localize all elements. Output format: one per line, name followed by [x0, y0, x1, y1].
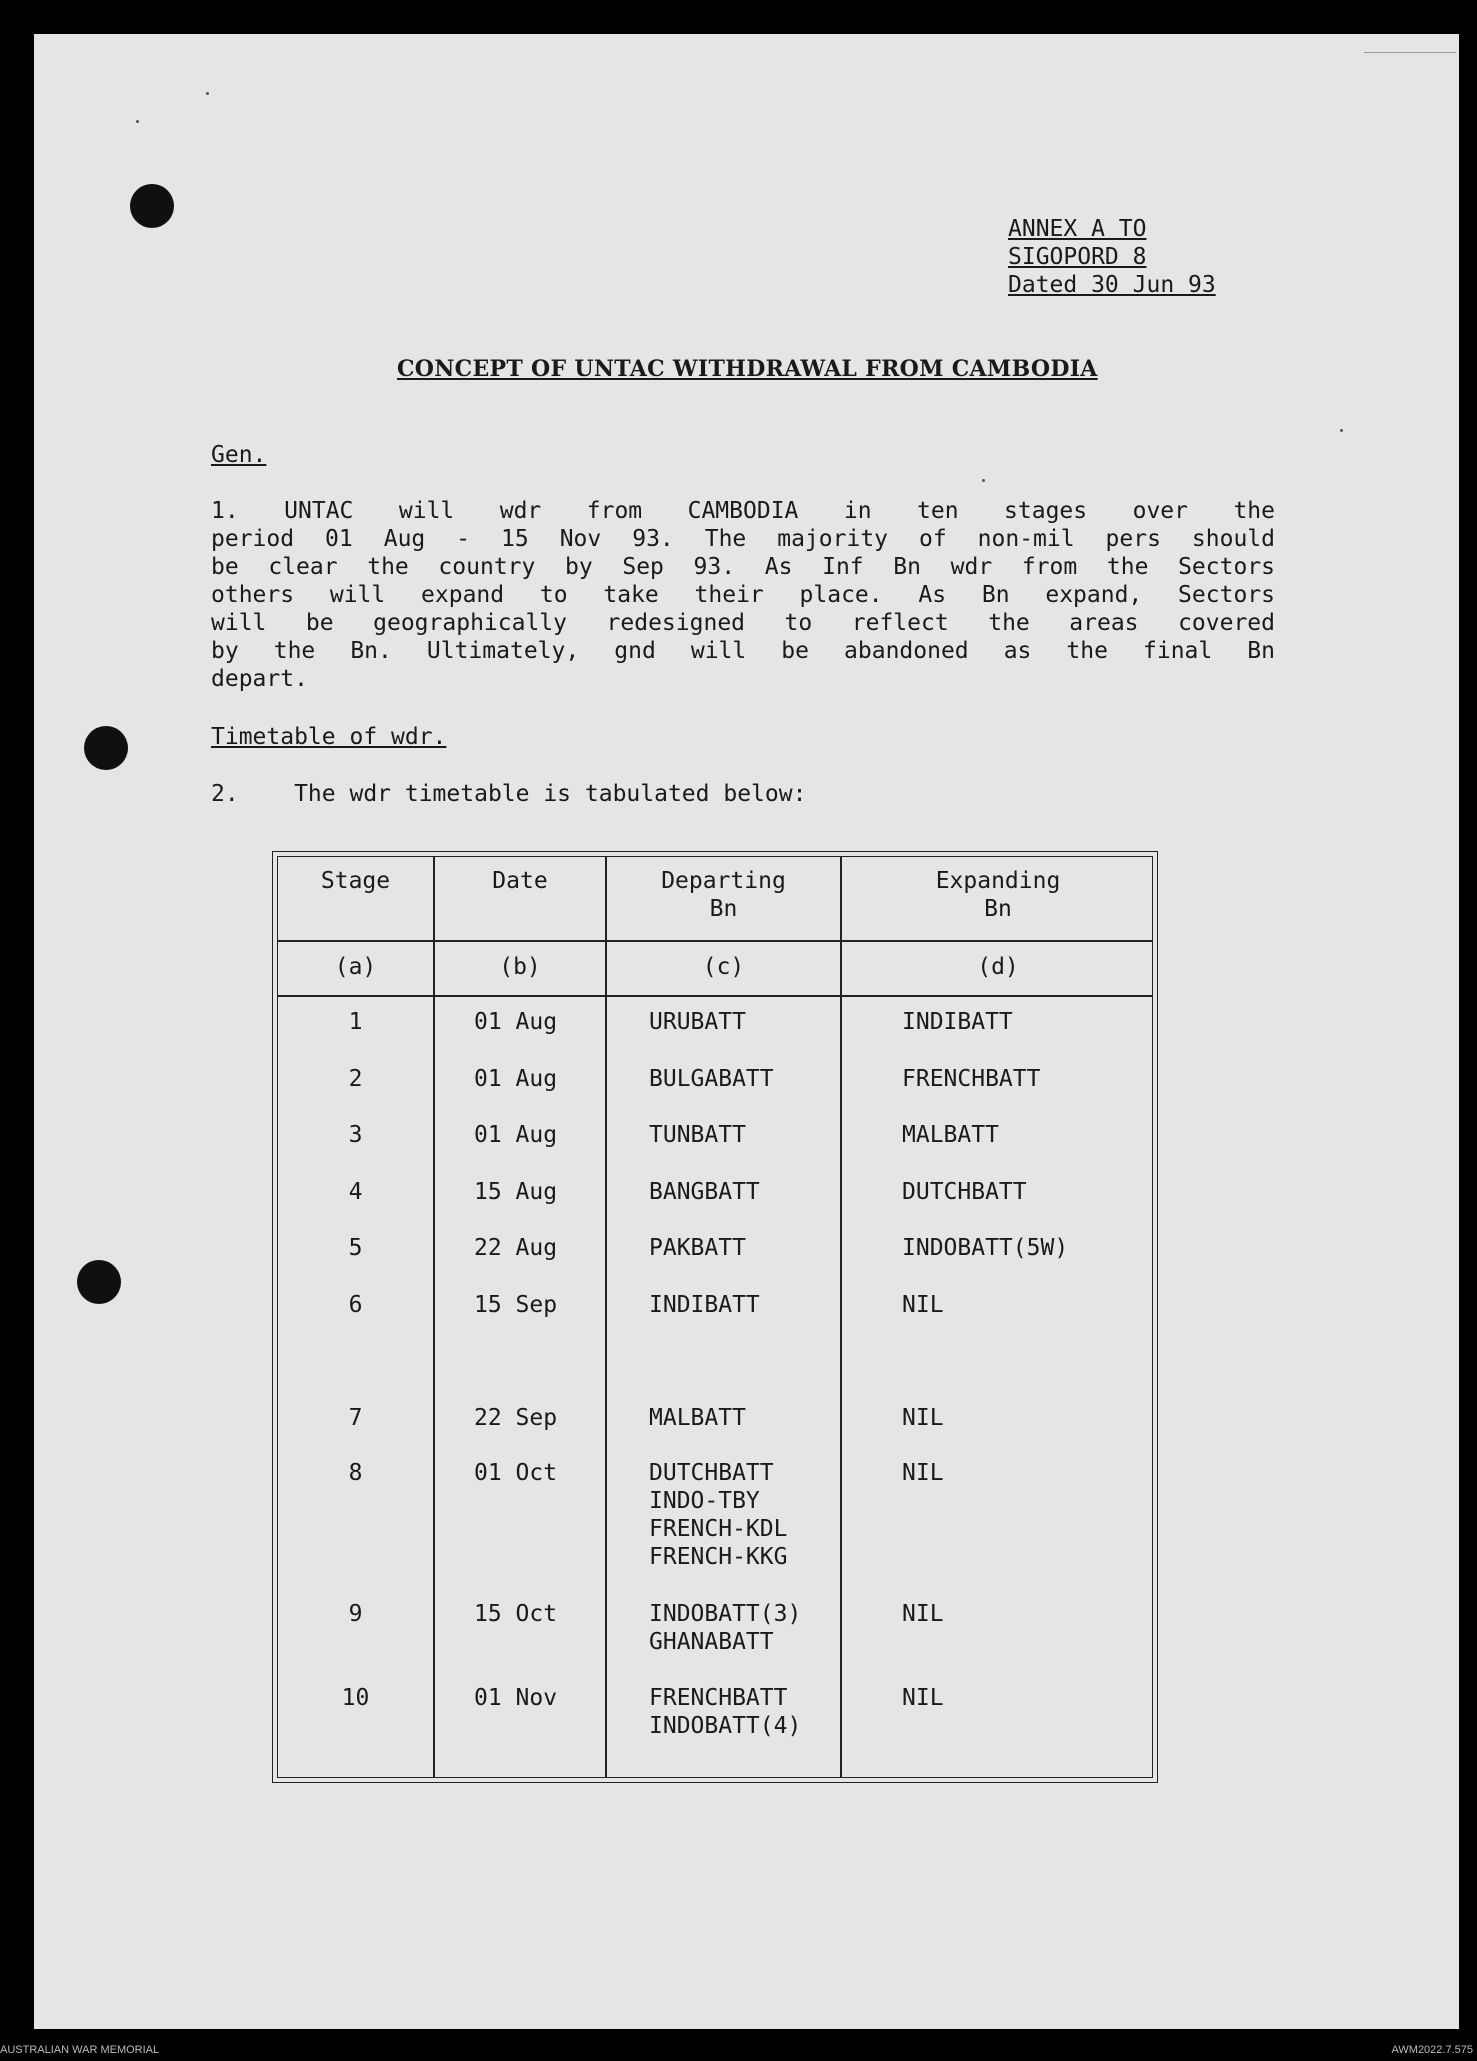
- expanding-cell: MALBATT: [902, 1122, 999, 1148]
- speck: [982, 479, 985, 482]
- expanding-cell: NIL: [902, 1405, 944, 1431]
- annex-line-2: SIGOPORD 8: [1008, 244, 1147, 270]
- speck: [136, 120, 139, 123]
- expanding-cell: FRENCHBATT: [902, 1066, 1041, 1092]
- paragraph-1-line: others will expand to take their place. As Bn expand, Sectors: [211, 582, 1275, 608]
- date-cell: 01 Aug: [474, 1066, 558, 1092]
- departing-cell: INDOBATT(3) GHANABATT: [649, 1601, 802, 1655]
- document-page: [34, 34, 1459, 2029]
- top-edge-line: [1364, 52, 1456, 53]
- punch-hole-top: [130, 184, 174, 228]
- paragraph-1-line: be clear the country by Sep 93. As Inf Bn wdr from the Sectors: [211, 554, 1275, 580]
- speck: [1340, 429, 1343, 432]
- expanding-cell: NIL: [902, 1460, 944, 1486]
- document-title: CONCEPT OF UNTAC WITHDRAWAL FROM CAMBODIA: [397, 356, 1098, 382]
- header-departing: Departing Bn: [661, 868, 786, 922]
- date-cell: 22 Sep: [474, 1405, 558, 1431]
- letter-b: (b): [499, 954, 541, 980]
- table-inner-border: [277, 856, 1153, 1778]
- paragraph-1-line: 1. UNTAC will wdr from CAMBODIA in ten stages over the: [211, 498, 1275, 524]
- date-cell: 15 Sep: [474, 1292, 558, 1318]
- stage-cell: 4: [348, 1179, 363, 1205]
- paragraph-1-line: by the Bn. Ultimately, gnd will be abandoned as the final Bn: [211, 638, 1275, 664]
- footer-archive-id: AWM2022.7.575: [1391, 2044, 1473, 2056]
- header-expanding: Expanding Bn: [935, 868, 1061, 922]
- date-cell: 15 Aug: [474, 1179, 558, 1205]
- letter-d: (d): [977, 954, 1019, 980]
- expanding-cell: INDIBATT: [902, 1009, 1013, 1035]
- departing-cell: PAKBATT: [649, 1235, 746, 1261]
- stage-cell: 8: [348, 1460, 363, 1486]
- departing-cell: URUBATT: [649, 1009, 746, 1035]
- stage-cell: 5: [348, 1235, 363, 1261]
- expanding-cell: NIL: [902, 1601, 944, 1627]
- departing-cell: TUNBATT: [649, 1122, 746, 1148]
- stage-cell: 3: [348, 1122, 363, 1148]
- departing-cell: DUTCHBATT INDO-TBY FRENCH-KDL FRENCH-KKG: [649, 1460, 788, 1570]
- annex-line-3: Dated 30 Jun 93: [1008, 272, 1216, 298]
- stage-cell: 10: [341, 1685, 370, 1711]
- departing-cell: MALBATT: [649, 1405, 746, 1431]
- stage-cell: 1: [348, 1009, 363, 1035]
- date-cell: 22 Aug: [474, 1235, 558, 1261]
- letter-c: (c): [702, 954, 745, 980]
- paragraph-1-line: will be geographically redesigned to reflect the areas covered: [211, 610, 1275, 636]
- annex-line-1: ANNEX A TO: [1008, 216, 1147, 242]
- date-cell: 01 Aug: [474, 1009, 558, 1035]
- departing-cell: FRENCHBATT INDOBATT(4): [649, 1685, 802, 1739]
- date-cell: 01 Nov: [474, 1685, 558, 1711]
- annex-reference: [1008, 215, 1216, 299]
- expanding-cell: DUTCHBATT: [902, 1179, 1027, 1205]
- stage-cell: 7: [348, 1405, 363, 1431]
- paragraph-1-line: period 01 Aug - 15 Nov 93. The majority of non-mil pers should: [211, 526, 1275, 552]
- date-cell: 01 Oct: [474, 1460, 558, 1486]
- footer-archive-name: AUSTRALIAN WAR MEMORIAL: [0, 2044, 160, 2056]
- punch-hole-bottom: [77, 1260, 121, 1304]
- section-heading-gen: Gen.: [211, 442, 267, 468]
- date-cell: 01 Aug: [474, 1122, 558, 1148]
- departing-cell: INDIBATT: [649, 1292, 760, 1318]
- withdrawal-timetable: [272, 851, 1158, 1783]
- row-divider: [278, 995, 1152, 997]
- stage-cell: 2: [348, 1066, 363, 1092]
- expanding-cell: NIL: [902, 1685, 944, 1711]
- paragraph-1-line: depart.: [211, 666, 308, 692]
- departing-cell: BANGBATT: [649, 1179, 760, 1205]
- expanding-cell: INDOBATT(5W): [902, 1235, 1069, 1261]
- letter-a: (a): [334, 954, 377, 980]
- date-cell: 15 Oct: [474, 1601, 558, 1627]
- punch-hole-middle: [84, 726, 128, 770]
- paragraph-1: [211, 497, 1275, 693]
- section-heading-timetable: Timetable of wdr.: [211, 724, 447, 750]
- row-divider: [278, 940, 1152, 942]
- stage-cell: 9: [348, 1601, 363, 1627]
- header-date: Date: [492, 868, 548, 894]
- paragraph-2: 2. The wdr timetable is tabulated below:: [211, 781, 807, 807]
- stage-cell: 6: [348, 1292, 363, 1318]
- departing-cell: BULGABATT: [649, 1066, 774, 1092]
- expanding-cell: NIL: [902, 1292, 944, 1318]
- speck: [206, 92, 209, 95]
- header-stage: Stage: [320, 868, 391, 894]
